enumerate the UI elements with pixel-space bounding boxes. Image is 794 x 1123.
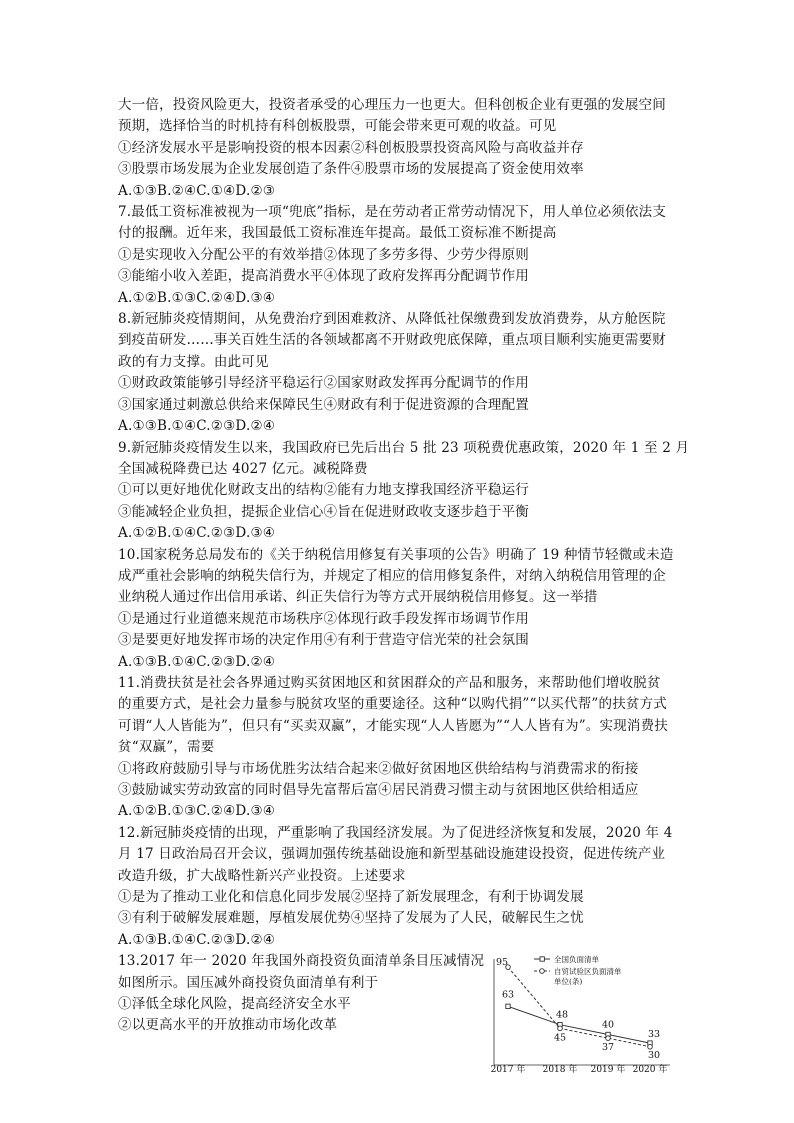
text-line: 大一倍，投资风险更大，投资者承受的心理压力一也更大。但科创板企业有更强的发展空间 — [118, 97, 666, 113]
data-label: 45 — [553, 1032, 567, 1044]
text-line: 9.新冠肺炎疫情发生以来，我国政府已先后出台 5 批 23 项税费优惠政策，2020 年 1 至 2 月 — [118, 439, 690, 456]
text-line: ③是要更好地发挥市场的决定作用④有利于营造守信光荣的社会氛围 — [118, 632, 529, 649]
text-line: 可谓“人人皆能为”，但只有“买卖双赢”，才能实现“人人皆愿为”“人人皆有为”。实现消费扶 — [118, 717, 669, 734]
x-tick-label: 2019 年 — [590, 1065, 626, 1076]
question-13 — [118, 951, 680, 1076]
text-line: 10.国家税务总局发布的《关于纳税信用修复有关事项的公告》明确了 19 种情节轻微或未造 — [118, 546, 674, 563]
text-line: 业纳税人通过作出信用承诺、纠正失信行为等方式开展纳税信用修复。这一举措 — [118, 589, 598, 606]
question-text-block — [118, 95, 690, 951]
data-point — [648, 1045, 653, 1050]
text-line: 成严重社会影响的纳税失信行为，并规定了相应的信用修复条件，对纳入纳税信用管理的企 — [118, 567, 666, 584]
text-line: 预期，选择恰当的时机持有科创板股票，可能会带来更可观的收益。可见 — [118, 118, 557, 135]
text-line: A.①③B.①④C.②③D.②④ — [118, 418, 276, 435]
data-point — [558, 1026, 563, 1031]
text-line: ①将政府鼓励引导与市场优胜劣汰结合起来②做好贫困地区供给结构与消费需求的衔接 — [118, 760, 639, 777]
text-line: ③股票市场发展为企业发展创造了条件④股票市场的发展提高了资金使用效率 — [118, 161, 584, 178]
text-line: 的重要方式，是社会力量参与脱贫攻坚的重要途径。这种“以购代捐”“以买代帮”的扶贫方式 — [118, 696, 668, 713]
legend-marker-square — [540, 957, 544, 961]
legend-marker-circle — [540, 969, 545, 974]
text-line: ①是通过行业道德来规范市场秩序②体现行政手段发挥市场调节作用 — [118, 610, 529, 627]
series-line-1 — [508, 1007, 650, 1044]
text-line: A.①②B.①③C.②④D.③④ — [118, 803, 276, 820]
text-line: 8.新冠肺炎疫情期间，从免费治疗到困难救济、从降低社保缴费到发放消费券，从方舱医院 — [118, 311, 666, 328]
x-tick-label: 2018 年 — [542, 1065, 578, 1076]
text-line: A.①③B.②④C.①④D.②③ — [118, 182, 276, 199]
text-line: A.①②B.①③C.②④D.③④ — [118, 289, 276, 306]
text-line: ③能减轻企业负担，提振企业信心④旨在促进财政收支逐步趋于平衡 — [118, 503, 529, 520]
text-line: 贫“双赢”，需要 — [118, 739, 215, 756]
text-line: 12.新冠肺炎疫情的出现，严重影响了我国经济发展。为了促进经济恢复和发展，2020 年 4 — [118, 824, 673, 841]
text-line: 全国减税降费已达 4027 亿元。减税降费 — [118, 460, 368, 477]
text-line: ①可以更好地优化财政支出的结构②能有力地支撑我国经济平稳运行 — [118, 482, 529, 499]
q13-line: 如图所示。国压减外商投资负面清单有利于 — [118, 974, 379, 991]
q13-line: ②以更高水平的开放推动市场化改革 — [118, 1017, 338, 1034]
text-line: 11.消费扶贫是社会各界通过购买贫困地区和贫困群众的产品和服务，来帮助他们增收脱贫 — [118, 674, 661, 691]
text-line: 7.最低工资标准被视为一项“兜底”指标，是在劳动者正常劳动情况下，用人单位必须依法支 — [118, 204, 667, 221]
text-line: ③有利于破解发展难题，厚植发展优势④坚持了发展为了人民，破解民生之忧 — [118, 910, 584, 927]
text-line: ③能缩小收入差距，提高消费水平④体现了政府发挥再分配调节作用 — [118, 268, 529, 285]
data-label: 48 — [555, 1009, 569, 1021]
text-line: 月 17 日政治局召开会议，强调加强传统基础设施和新型基础设施建设投资，促进传统产业 — [118, 846, 666, 863]
data-label: 30 — [647, 1050, 661, 1061]
text-line: ③国家通过刺激总供给来保障民生④财政有利于促进资源的合理配置 — [118, 396, 529, 413]
data-label: 63 — [501, 989, 515, 1001]
x-tick-label: 2020 年 — [632, 1065, 668, 1076]
text-line: ③鼓励诚实劳动致富的同时倡导先富帮后富④居民消费习惯主动与贫困地区供给相适应 — [118, 782, 639, 798]
text-line: ①经济发展水平是影响投资的根本因素②科创板股票投资高风险与高收益并存 — [118, 139, 584, 156]
legend-unit: 单位(条) — [554, 977, 583, 987]
data-label: 95 — [495, 957, 509, 969]
data-point — [606, 1036, 611, 1041]
text-line: 政的有力支撑。由此可见 — [118, 353, 269, 370]
text-line: ①是为了推动工业化和信息化同步发展②坚持了新发展理念，有利于协调发展 — [118, 889, 584, 906]
q13-line: 13.2017 年一 2020 年我国外商投资负面清单条目压减情况 — [118, 953, 485, 970]
text-line: A.①③B.①④C.②③D.②④ — [118, 653, 276, 670]
text-line: A.①②B.①④C.②③D.③④ — [118, 525, 276, 542]
data-label: 37 — [601, 1042, 615, 1054]
data-point — [506, 1004, 510, 1008]
text-line: ①财政政策能够引导经济平稳运行②国家财政发挥再分配调节的作用 — [118, 375, 529, 392]
data-label: 40 — [601, 1019, 615, 1031]
legend-label-2: 自贸试验区负面清单 — [554, 967, 622, 977]
text-line: 到疫苗研发……事关百姓生活的各领域都离不开财政兜底保障，重点项目顺利实施更需要财 — [118, 332, 666, 349]
question-13-text — [118, 951, 485, 1037]
legend-label-1: 全国负面清单 — [554, 955, 599, 965]
negative-list-line-chart — [490, 951, 675, 1076]
data-label: 33 — [647, 1029, 661, 1041]
x-tick-label: 2017 年 — [490, 1065, 526, 1076]
text-line: 付的报酬。近年来，我国最低工资标准连年提高。最低工资标准不断提高 — [118, 225, 557, 242]
text-line: 改造升级，扩大战略性新兴产业投资。上述要求 — [118, 867, 406, 884]
text-line: A.①③B.①④C.②③D.②④ — [118, 931, 276, 948]
document-page — [118, 95, 690, 1076]
text-line: ①是实现收入分配公平的有效举措②体现了多劳多得、少劳少得原则 — [118, 246, 529, 263]
q13-line: ①泽低全球化风险，提高经济安全水平 — [118, 996, 351, 1013]
